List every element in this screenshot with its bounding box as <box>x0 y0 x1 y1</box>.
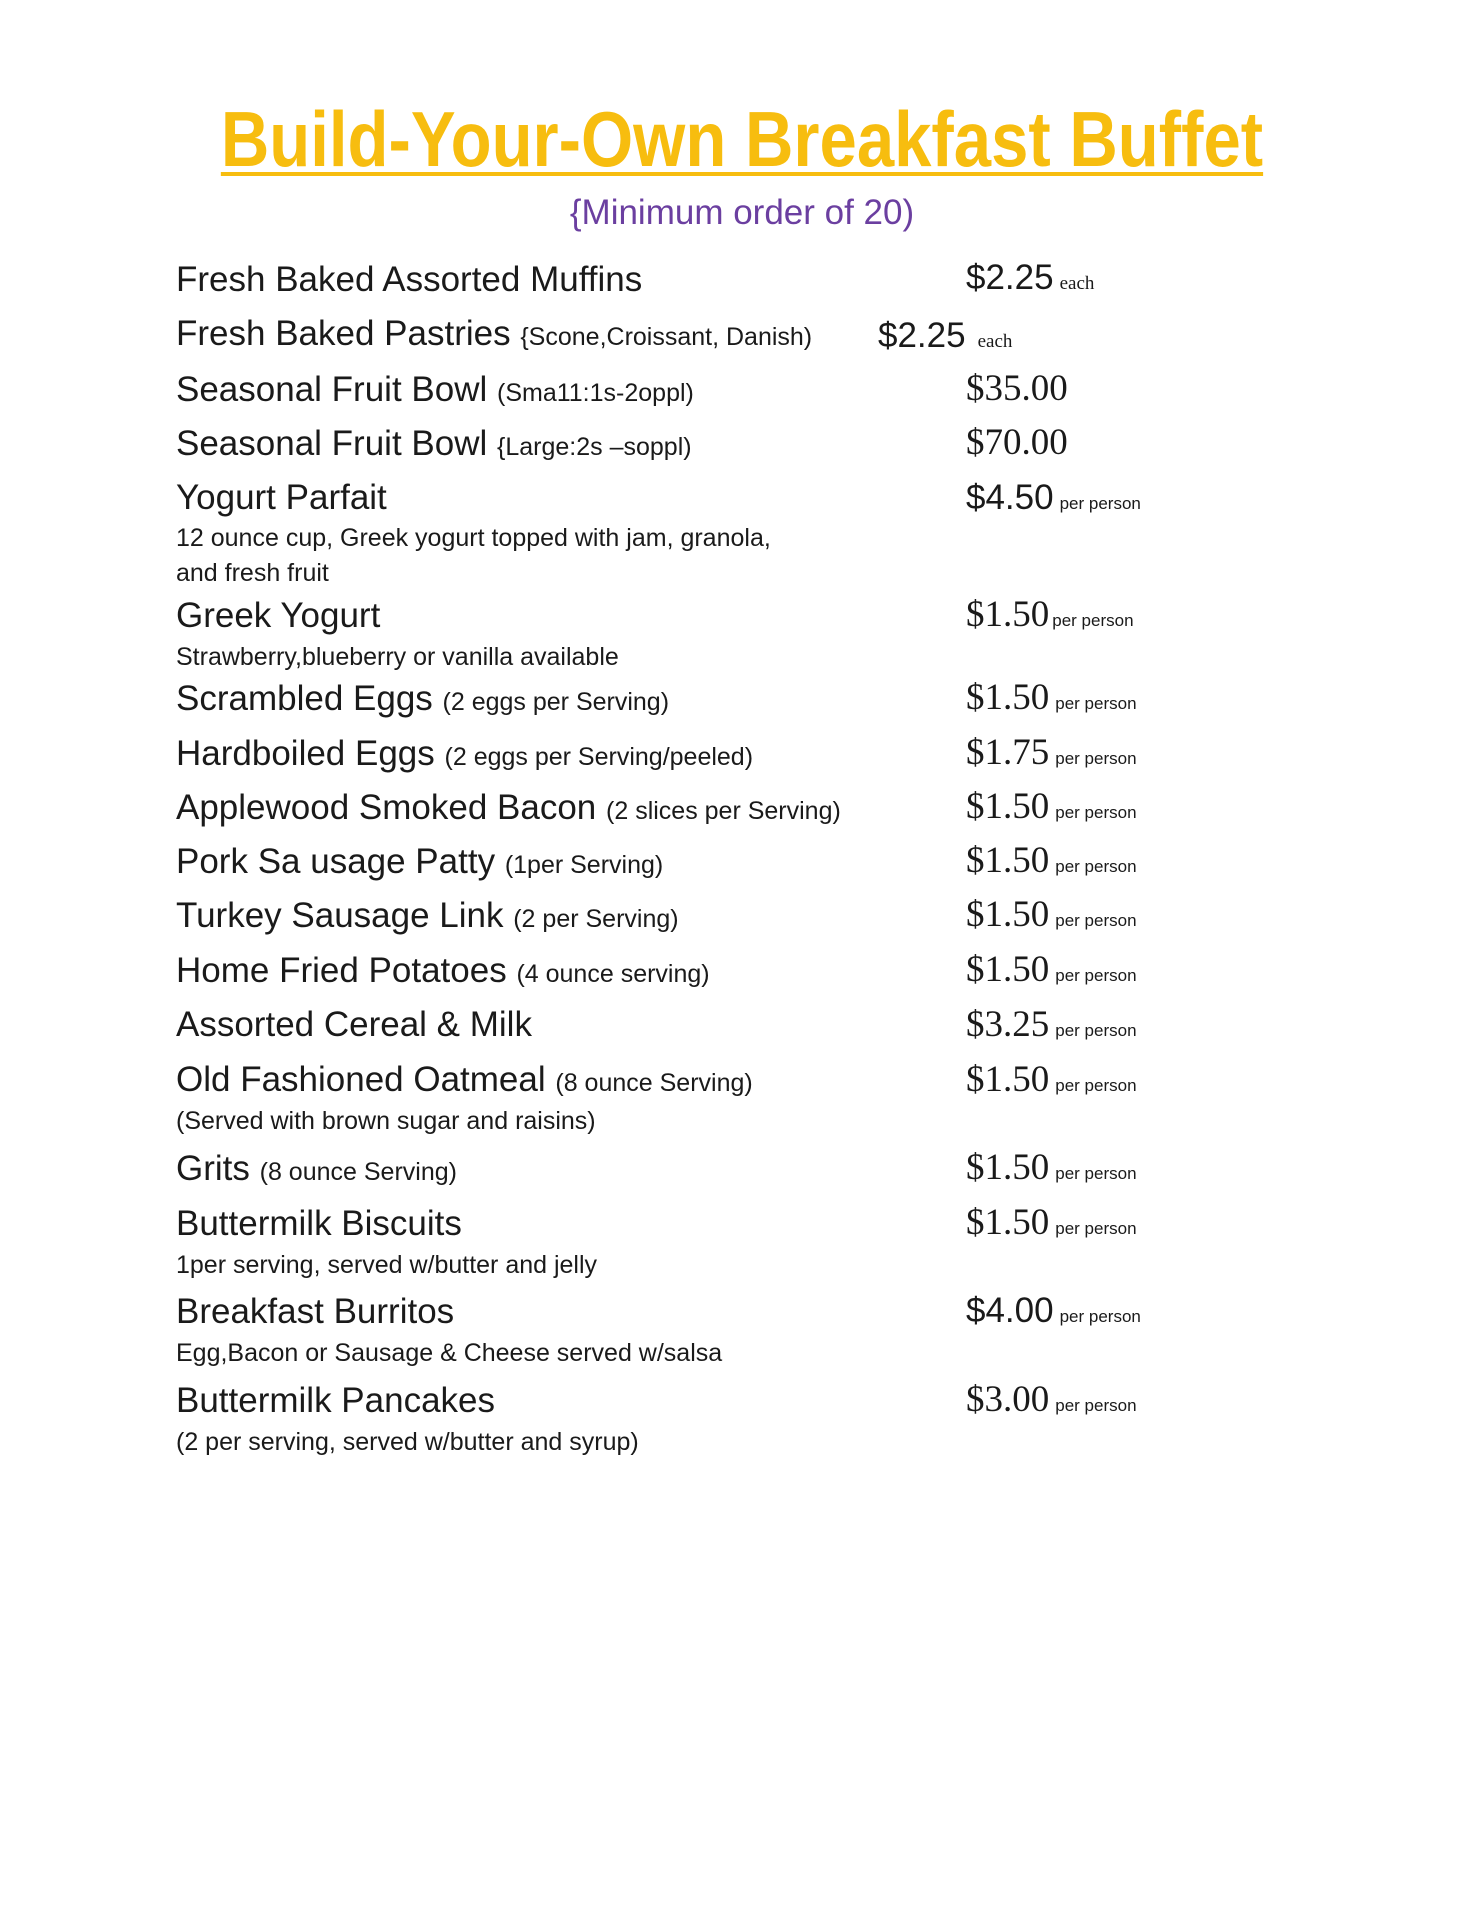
price-amount: $1.50 <box>966 786 1050 827</box>
menu-item-name <box>176 681 669 716</box>
menu-item-price <box>878 318 1012 353</box>
price-amount: $1.75 <box>966 732 1050 773</box>
menu-item-name <box>176 1206 462 1241</box>
menu-item-name <box>176 1294 454 1329</box>
price-amount: $70.00 <box>966 422 1068 463</box>
page-title <box>0 95 1484 183</box>
item-name: Hardboiled Eggs <box>176 734 435 773</box>
price-amount: $4.00 <box>966 1291 1054 1330</box>
item-name: Old Fashioned Oatmeal <box>176 1060 546 1099</box>
menu-item-price <box>966 424 1068 461</box>
menu-item-name <box>176 736 753 771</box>
price-unit: per person <box>1055 1076 1137 1095</box>
price-amount: $35.00 <box>966 368 1068 409</box>
price-amount: $1.50 <box>966 894 1050 935</box>
menu-item-price <box>966 260 1094 295</box>
page-subtitle: {Minimum order of 20) <box>569 193 915 232</box>
menu-item-name <box>176 790 841 825</box>
price-amount: $1.50 <box>966 1147 1050 1188</box>
item-name: Assorted Cereal & Milk <box>176 1005 532 1044</box>
price-amount: $3.25 <box>966 1004 1050 1045</box>
price-amount: $1.50 <box>966 594 1050 635</box>
item-name: Seasonal Fruit Bowl <box>176 370 488 409</box>
item-note: (8 ounce Serving) <box>555 1069 753 1097</box>
item-note: (2 slices per Serving) <box>606 797 841 825</box>
menu-item-name <box>176 898 679 933</box>
price-amount: $1.50 <box>966 677 1050 718</box>
item-description: (2 per serving, served w/butter and syrup) <box>176 1428 639 1456</box>
price-unit: per person <box>1055 803 1137 822</box>
price-unit: per person <box>1055 857 1137 876</box>
item-name: Grits <box>176 1149 250 1188</box>
item-note: (2 eggs per Serving/peeled) <box>444 743 754 771</box>
item-note: (Sma11:1s-2oppl) <box>497 379 694 407</box>
price-amount: $2.25 <box>878 316 966 355</box>
item-note: (4 ounce serving) <box>516 960 710 988</box>
item-name: Turkey Sausage Link <box>176 896 504 935</box>
menu-item-price <box>966 1293 1141 1328</box>
menu-item-price <box>966 1204 1137 1241</box>
item-name: Scrambled Eggs <box>176 679 433 718</box>
item-name: Buttermilk Pancakes <box>176 1381 496 1420</box>
item-description: Egg,Bacon or Sausage & Cheese served w/salsa <box>176 1339 723 1367</box>
menu-item-price <box>966 1006 1137 1043</box>
item-name: Greek Yogurt <box>176 596 381 635</box>
price-amount: $1.50 <box>966 840 1050 881</box>
price-unit: each <box>977 331 1013 352</box>
item-name: Breakfast Burritos <box>176 1292 455 1331</box>
menu-item-name <box>176 598 380 633</box>
price-unit: per person <box>1055 966 1137 985</box>
price-amount: $2.25 <box>966 258 1054 297</box>
item-description: Strawberry,blueberry or vanilla available <box>176 643 619 671</box>
item-description: 1per serving, served w/butter and jelly <box>176 1251 598 1279</box>
item-name: Home Fried Potatoes <box>176 951 507 990</box>
menu-item-name <box>176 953 710 988</box>
menu-item-name <box>176 316 812 351</box>
item-name: Seasonal Fruit Bowl <box>176 424 488 463</box>
menu-item-price <box>966 951 1137 988</box>
price-unit: per person <box>1055 1396 1137 1415</box>
menu-item-price <box>966 480 1141 515</box>
menu-item-price <box>966 1149 1137 1186</box>
item-name: Yogurt Parfait <box>176 478 387 517</box>
price-amount: $1.50 <box>966 1202 1050 1243</box>
menu-item-price <box>966 1381 1137 1418</box>
item-name: Pork Sa usage Patty <box>176 842 496 881</box>
menu-item-price <box>966 788 1137 825</box>
menu-item-name <box>176 480 387 515</box>
menu-item-price <box>966 896 1137 933</box>
menu-item-name <box>176 1151 457 1186</box>
item-name: Buttermilk Biscuits <box>176 1204 462 1243</box>
price-amount: $1.50 <box>966 1059 1050 1100</box>
menu-item-price <box>966 370 1068 407</box>
price-unit: each <box>1059 273 1095 294</box>
price-unit: per person <box>1055 694 1137 713</box>
menu-item-price <box>966 734 1137 771</box>
menu-item-price <box>966 679 1137 716</box>
item-description: (Served with brown sugar and raisins) <box>176 1107 596 1135</box>
item-name: Fresh Baked Pastries <box>176 314 511 353</box>
item-name: Applewood Smoked Bacon <box>176 788 597 827</box>
page-title-text: Build-Your-Own Breakfast Buffet <box>220 95 1264 183</box>
menu-item-price <box>966 842 1137 879</box>
item-note: (2 eggs per Serving) <box>442 688 670 716</box>
menu-item-name <box>176 372 694 407</box>
item-note: {Large:2s –soppl) <box>497 433 692 461</box>
price-unit: per person <box>1059 1307 1141 1326</box>
menu-item-price <box>966 596 1134 633</box>
item-note: (2 per Serving) <box>513 905 679 933</box>
price-unit: per person <box>1055 1021 1137 1040</box>
item-name: Fresh Baked Assorted Muffins <box>176 260 643 299</box>
price-unit: per person <box>1055 1219 1137 1238</box>
menu-item-name <box>176 1007 532 1042</box>
menu-item-price <box>966 1061 1137 1098</box>
price-unit: per person <box>1055 1164 1137 1183</box>
price-amount: $4.50 <box>966 478 1054 517</box>
price-amount: $1.50 <box>966 949 1050 990</box>
price-unit: per person <box>1059 494 1141 513</box>
menu-item-name <box>176 1062 753 1097</box>
menu-item-name <box>176 1383 495 1418</box>
price-amount: $3.00 <box>966 1379 1050 1420</box>
menu-item-name <box>176 426 692 461</box>
price-unit: per person <box>1055 911 1137 930</box>
item-description: 12 ounce cup, Greek yogurt topped with jam, granola, and fresh fruit <box>176 524 771 587</box>
item-note: (8 ounce Serving) <box>259 1158 457 1186</box>
item-note: {Scone,Croissant, Danish) <box>520 323 813 351</box>
menu-item-name <box>176 262 642 297</box>
menu-item-name <box>176 844 663 879</box>
item-note: (1per Serving) <box>504 851 664 879</box>
price-unit: per person <box>1052 611 1134 630</box>
price-unit: per person <box>1055 749 1137 768</box>
